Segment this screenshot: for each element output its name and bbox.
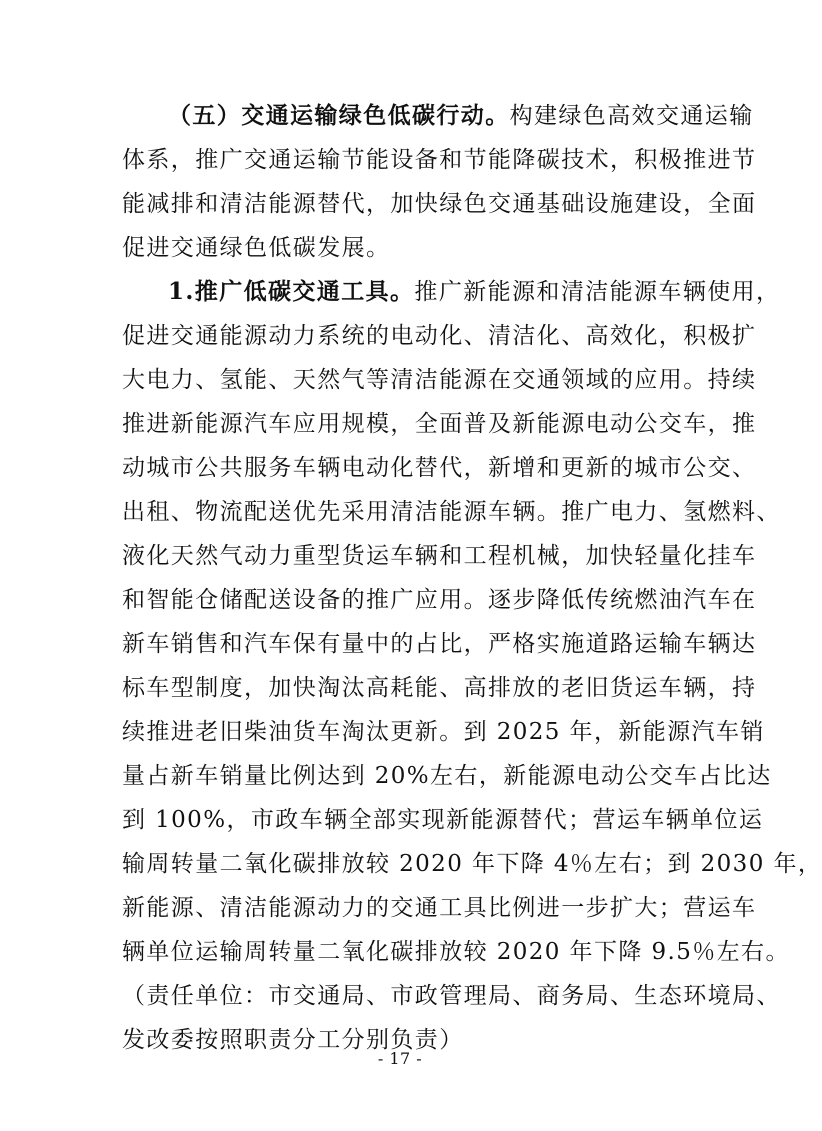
- paragraph-item-one-line-14: 输周转量二氧化碳排放较 2020 年下降 4％左右；到 2030 年，: [122, 851, 822, 877]
- paragraph-section-five-line-1: [168, 94, 754, 138]
- paragraph-item-one-line-9: 新车销售和汽车保有量中的占比，严格实施道路运输车辆达: [122, 631, 757, 657]
- paragraph-item-one-line-12: 量占新车销量比例达到 20%左右，新能源电动公交车占比达: [122, 763, 772, 789]
- paragraph-item-one-line-11: 续推进老旧柴油货车淘汰更新。到 2025 年，新能源汽车销: [122, 719, 765, 745]
- paragraph-item-one-line-4: 推进新能源汽车应用规模，全面普及新能源电动公交车，推: [122, 411, 757, 437]
- paragraph-item-one-line-18: 发改委按照职责分工分别负责）: [122, 1027, 464, 1053]
- paragraph-item-one-line-5: 动城市公共服务车辆电动化替代，新增和更新的城市公交、: [122, 455, 757, 481]
- paragraph-section-five-line-2: 体系，推广交通运输节能设备和节能降碳技术，积极推进节: [122, 147, 757, 173]
- item-one-heading: 1.推广低碳交通工具。: [168, 278, 415, 305]
- paragraph-item-one-line-8: 和智能仓储配送设备的推广应用。逐步降低传统燃油汽车在: [122, 587, 757, 613]
- paragraph-item-one-line-3: 大电力、氢能、天然气等清洁能源在交通领域的应用。持续: [122, 367, 757, 393]
- paragraph-item-one-line-7: 液化天然气动力重型货运车辆和工程机械，加快轻量化挂车: [122, 543, 757, 569]
- paragraph-section-five-line-3: 能减排和清洁能源替代，加快绿色交通基础设施建设，全面: [122, 191, 757, 217]
- page-number: - 17 -: [377, 1049, 423, 1068]
- section-five-heading: （五）交通运输绿色低碳行动。: [168, 102, 510, 129]
- item-one-text: 推广新能源和清洁能源车辆使用，: [414, 279, 781, 305]
- paragraph-item-one-line-13: 到 100%，市政车辆全部实现新能源替代；营运车辆单位运: [122, 807, 764, 833]
- paragraph-item-one-line-6: 出租、物流配送优先采用清洁能源车辆。推广电力、氢燃料、: [122, 499, 781, 525]
- section-five-text: 构建绿色高效交通运输: [509, 103, 754, 129]
- paragraph-item-one-line-1: [168, 270, 781, 314]
- paragraph-item-one-line-17: （责任单位：市交通局、市政管理局、商务局、生态环境局、: [122, 983, 781, 1009]
- paragraph-item-one-line-16: 辆单位运输周转量二氧化碳排放较 2020 年下降 9.5％左右。: [122, 939, 790, 965]
- paragraph-item-one-line-15: 新能源、清洁能源动力的交通工具比例进一步扩大；营运车: [122, 895, 757, 921]
- paragraph-item-one-line-10: 标车型制度，加快淘汰高耗能、高排放的老旧货运车辆，持: [122, 675, 757, 701]
- paragraph-section-five-line-4: 促进交通绿色低碳发展。: [122, 235, 391, 261]
- paragraph-item-one-line-2: 促进交通能源动力系统的电动化、清洁化、高效化，积极扩: [122, 323, 757, 349]
